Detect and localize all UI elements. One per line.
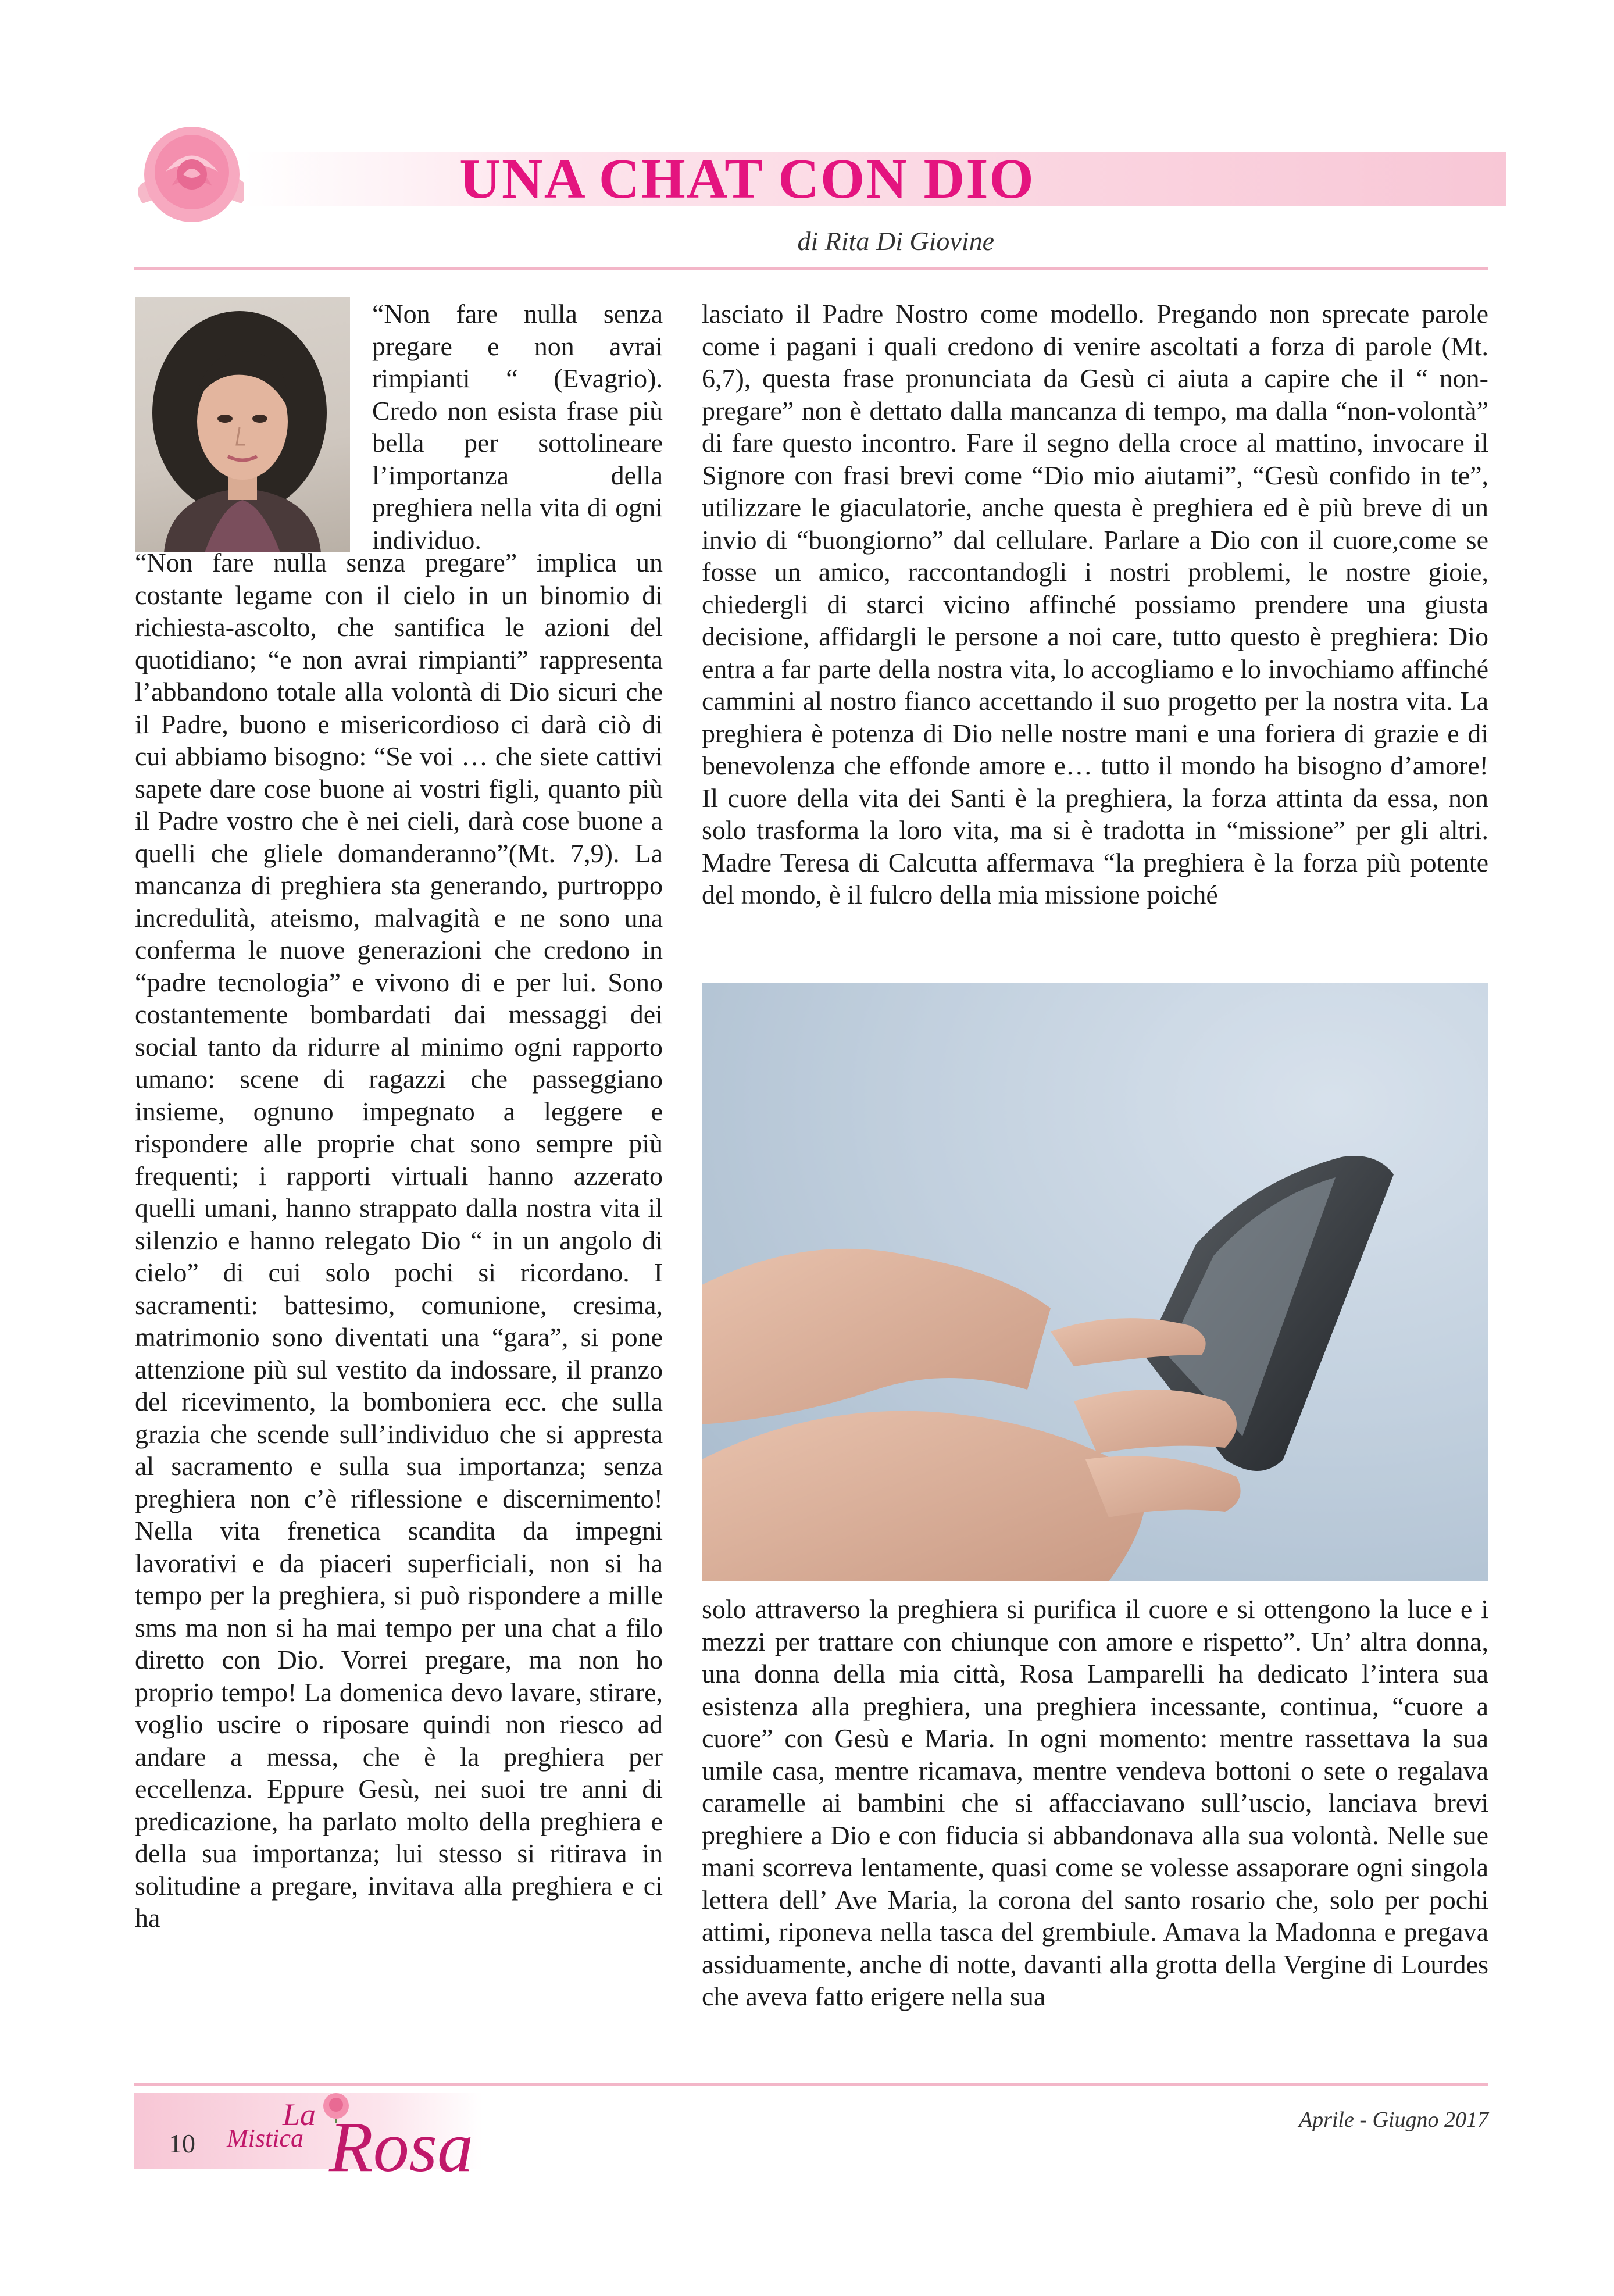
logo-text-rosa: Rosa bbox=[329, 2107, 473, 2187]
page-number: 10 bbox=[169, 2129, 195, 2158]
issue-date: Aprile - Giugno 2017 bbox=[1298, 2108, 1488, 2132]
article-text-right-bottom: solo attraverso la preghiera si purifica il cuore e si ottengono la luce e i mezzi per trattare con chiunque con amore e rispetto”. Un’ altra donna, una donna della mia città, Rosa Lamparelli ha dedicato l’intera sua esistenza alla preghiera, una preghiera incessante, continua, “cuore a cuore” con Gesù e Maria. In ogni momento: mentre rassettava la sua umile casa, mentre ricamava, mentre vendeva bottoni o sete o regalava caramelle ai bambini che si affacciavano sull’uscio, lanciava brevi preghiere a Dio e con fiducia si abbandonava alla sua volontà. Nelle sue mani scorreva lentamente, quasi come se volesse assaporare ogni singola lettera dell’ Ave Maria, la corona del santo rosario che, solo per pochi attimi, riponeva nella tasca del grembiule. Amava la Madonna e pregava assiduamente, anche di notte, davanti alla grotta della Vergine di Lourdes che aveva fatto erigere nella sua bbox=[702, 1594, 1488, 2011]
article-text-left-wrap: “Non fare nulla senza pregare e non avrai rimpianti “ (Evagrio). Credo non esista frase più bella per sottolineare l’importanza della preghiera nella vita di ogni individuo. bbox=[372, 299, 663, 555]
logo-text-la: La bbox=[283, 2097, 316, 2132]
article-text-left-main: “Non fare nulla senza pregare” implica un costante legame con il cielo in un binomio di richiesta-ascolto, che santifica le azioni del quotidiano; “e non avrai rimpianti” rappresenta l’abbandono totale alla volontà di Dio sicuri che il Padre, buono e misericordioso ci darà ciò di cui abbiamo bisogno: “Se voi … che siete cattivi sapete dare cose buone ai vostri figli, quanto più il Padre vostro che è nei cieli, darà cose buone a quelli che gliele domanderanno”(Mt. 7,9). La mancanza di preghiera sta generando, purtroppo incredulità, ateismo, malvagità e ne sono una conferma le nuove generazioni che credono in “padre tecnologia” e vivono di e per lui. Sono costantemente bombardati dai messaggi dei social tanto da ridurre al minimo ogni rapporto umano: scene di ragazzi che passeggiano insieme, ognuno impegnato a leggere e rispondere alle proprie chat sono sempre più frequenti; i rapporti virtuali hanno azzerato quelli umani, hanno strappato dalla nostra vita il silenzio e hanno relegato Dio “ in un angolo di cielo” di cui solo pochi si ricordano. I sacramenti: battesimo, comunione, cresima, matrimonio sono diventati una “gara”, si pone attenzione più sul vestito da indossare, il pranzo del ricevimento, la bomboniera ecc. che sulla grazia che scende sull’individuo che si appresta al sacramento e sulla sua importanza; senza preghiera non c’è riflessione e discernimento! Nella vita frenetica scandita da impegni lavorativi e da piaceri superficiali, non si ha tempo per la preghiera, si può rispondere a mille sms ma non si ha mai tempo per una chat a filo diretto con Dio. Vorrei pregare, ma non ho proprio tempo! La domenica devo lavare, stirare, voglio uscire o riposare quindi non riesco ad andare a messa, che è la preghiera per eccellenza. Eppure Gesù, nei suoi tre anni di predicazione, ha parlato molto della preghiera e della sua importanza; lui stesso si ritirava in solitudine a pregare, invitava alla preghiera e ci ha bbox=[135, 548, 663, 1933]
logo-text-mistica: Mistica bbox=[227, 2124, 303, 2152]
header-divider bbox=[134, 267, 1488, 270]
article-author: di Rita Di Giovine bbox=[797, 226, 994, 256]
article-title: UNA CHAT CON DIO bbox=[459, 148, 1035, 210]
rose-decoration-icon bbox=[125, 116, 259, 233]
article-text-right-top: lasciato il Padre Nostro come modello. Pregando non sprecate parole come i pagani i quali credono di venire ascoltati a forza di parole (Mt. 6,7), questa frase pronunciata da Gesù ci aiuta a capire che il “ non-pregare” non è dettato dalla mancanza di tempo, ma dalla “non-volontà” di fare questo incontro. Fare il segno della croce al mattino, invocare il Signore con frasi brevi come “Dio mio aiutami”, “Gesù confido in te”, utilizzare le giaculatorie, anche questa è preghiera ed è più breve di un invio di “buongiorno” dal cellulare. Parlare a Dio con il cuore,come se fosse un amico, raccontandogli i nostri problemi, le nostre gioie, chiedergli di starci vicino affinché possiamo prendere una giusta decisione, affidargli le persone a noi care, tutto questo è preghiera: Dio entra a far parte della nostra vita, lo accogliamo e lo invochiamo affinché cammini al nostro fianco accettando il suo progetto per la nostra vita. La preghiera è potenza di Dio nelle nostre mani e una foriera di grazie e di benevolenza che effonde amore e… tutto il mondo ha bisogno d’amore! Il cuore della vita dei Santi è la preghiera, la forza attinta da essa, non solo trasforma la loro vita, ma si è tradotta in “missione” per gli altri. Madre Teresa di Calcutta affermava “la preghiera è la forza più potente del mondo, è il fulcro della mia missione poiché bbox=[702, 299, 1488, 909]
footer-divider bbox=[134, 2083, 1488, 2086]
author-portrait bbox=[135, 297, 350, 552]
smartphone-photo bbox=[702, 983, 1488, 1581]
